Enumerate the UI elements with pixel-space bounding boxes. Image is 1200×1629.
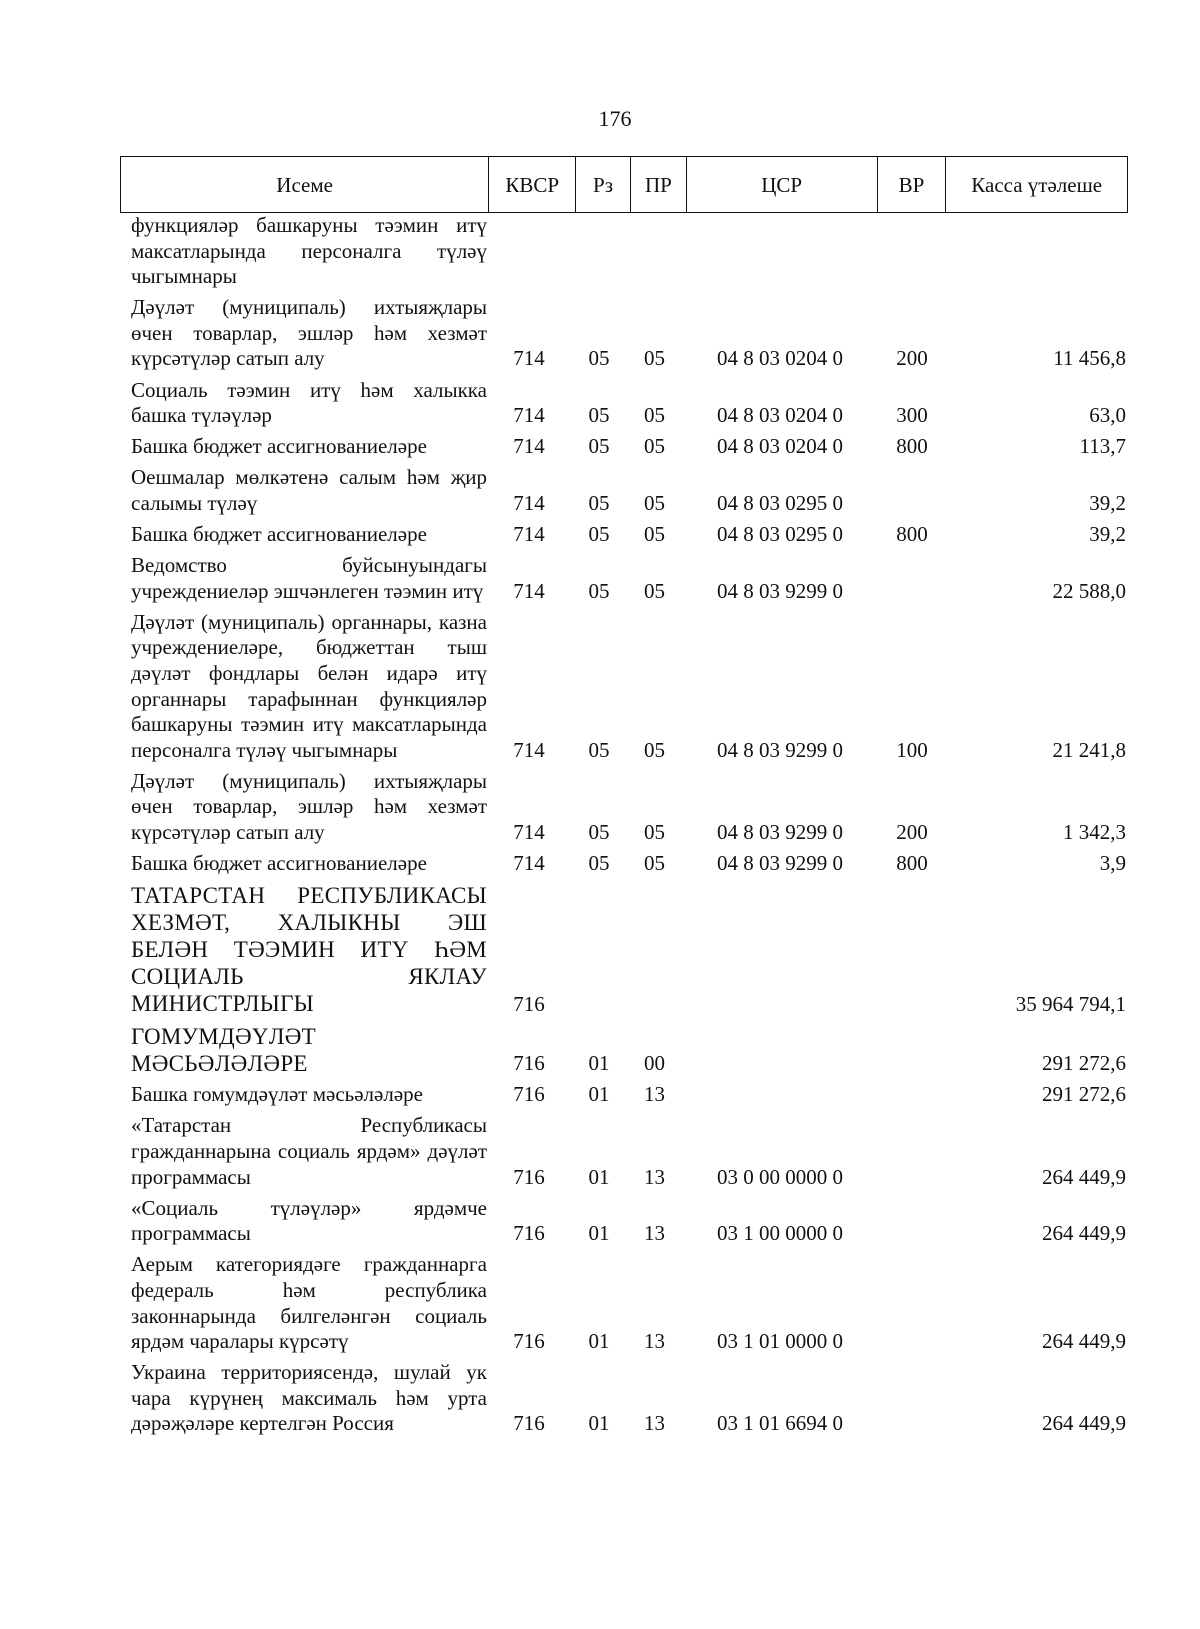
row-name: «Татарстан Республикасы гражданнарына социаль ярдәм» дәүләт программасы bbox=[131, 1113, 487, 1189]
table-row bbox=[131, 553, 1126, 604]
table-row bbox=[131, 295, 1126, 372]
row-kvsr: 714 bbox=[513, 522, 545, 547]
row-name: ГОМУМДӘҮЛӘТ МӘСЬӘЛӘЛӘРЕ bbox=[131, 1023, 316, 1076]
row-pr: 05 bbox=[644, 346, 665, 371]
row-pr: 13 bbox=[644, 1164, 665, 1189]
row-name: Башка гомумдәүләт мәсьәләләре bbox=[131, 1082, 423, 1107]
row-pr: 05 bbox=[644, 820, 665, 845]
row-kassa: 21 241,8 bbox=[1052, 737, 1126, 762]
row-kassa: 39,2 bbox=[1089, 490, 1126, 515]
row-pr: 05 bbox=[644, 851, 665, 876]
row-rz: 01 bbox=[588, 1051, 610, 1076]
column-header-pr: ПР bbox=[631, 157, 687, 212]
table-row bbox=[131, 610, 1126, 764]
row-kassa: 264 449,9 bbox=[1042, 1329, 1126, 1354]
row-kassa: 264 449,9 bbox=[1042, 1164, 1126, 1189]
row-pr: 05 bbox=[644, 490, 665, 515]
row-kvsr: 714 bbox=[513, 851, 545, 876]
row-kassa: 264 449,9 bbox=[1042, 1221, 1126, 1246]
row-rz: 05 bbox=[588, 578, 610, 603]
row-kassa: 63,0 bbox=[1089, 403, 1126, 428]
row-kvsr: 714 bbox=[513, 820, 545, 845]
row-pr: 13 bbox=[644, 1082, 665, 1107]
row-name: Ведомство буйсынуындагы учреждениеләр эшчәнлеген тәэмин итү bbox=[131, 553, 487, 603]
table-row bbox=[131, 1113, 1126, 1190]
row-name: Социаль тәэмин итү һәм халыкка башка түләүләр bbox=[131, 377, 487, 428]
row-kvsr: 716 bbox=[513, 1082, 545, 1107]
table-row bbox=[131, 213, 1126, 290]
row-kvsr: 714 bbox=[513, 403, 545, 428]
row-pr: 05 bbox=[644, 737, 665, 762]
row-kassa: 11 456,8 bbox=[1053, 346, 1126, 371]
row-name: ТАТАРСТАН РЕСПУБЛИКАСЫ ХЕЗМӘТ, ХАЛЫКНЫ ЭШ БЕЛӘН ТӘЭМИН ИТҮ ҺӘМ СОЦИАЛЬ ЯКЛАУ МИНИСТРЛЫГЫ bbox=[131, 883, 487, 1017]
row-kassa: 291 272,6 bbox=[1042, 1051, 1126, 1076]
row-rz: 05 bbox=[588, 434, 610, 459]
row-rz: 05 bbox=[588, 403, 610, 428]
row-csr: 04 8 03 9299 0 bbox=[717, 820, 843, 845]
row-name: Оешмалар мөлкәтенә салым һәм җир салымы түләү bbox=[131, 465, 487, 515]
row-pr: 13 bbox=[644, 1329, 665, 1354]
row-kvsr: 716 bbox=[513, 1411, 545, 1436]
row-pr: 05 bbox=[644, 434, 665, 459]
row-name: Дәүләт (муниципаль) органнары, казна учреждениеләре, бюджеттан тыш дәүләт фондлары белән идарә итү органнары тарафыннан функцияләр башкаруны тәэмин итү максатларында персоналга түләү чыгымнары bbox=[131, 609, 487, 762]
row-vr: 200 bbox=[896, 346, 928, 371]
row-vr: 800 bbox=[896, 434, 928, 459]
row-pr: 05 bbox=[644, 403, 665, 428]
table-row bbox=[131, 1252, 1126, 1354]
row-name: Башка бюджет ассигнованиеләре bbox=[131, 851, 427, 876]
row-kvsr: 716 bbox=[513, 991, 545, 1016]
row-vr: 800 bbox=[896, 851, 928, 876]
row-name: Дәүләт (муниципаль) ихтыяҗлары өчен товарлар, эшләр һәм хезмәт күрсәтүләр сатып алу bbox=[131, 295, 487, 371]
row-rz: 01 bbox=[588, 1221, 610, 1246]
row-csr: 04 8 03 0295 0 bbox=[717, 490, 843, 515]
row-csr: 04 8 03 0295 0 bbox=[717, 522, 843, 547]
table-row bbox=[131, 378, 1126, 429]
row-pr: 05 bbox=[644, 522, 665, 547]
row-kassa: 39,2 bbox=[1089, 522, 1126, 547]
row-csr: 03 1 01 6694 0 bbox=[717, 1411, 843, 1436]
row-csr: 03 0 00 0000 0 bbox=[717, 1164, 843, 1189]
page-number: 176 bbox=[598, 106, 632, 131]
row-name: Башка бюджет ассигнованиеләре bbox=[131, 522, 427, 547]
row-rz: 01 bbox=[588, 1411, 610, 1436]
row-csr: 04 8 03 9299 0 bbox=[717, 737, 843, 762]
row-kvsr: 716 bbox=[513, 1329, 545, 1354]
row-name: Украина территориясендә, шулай ук чара күрүнең максималь һәм урта дәрәҗәләре кертелгән Россия bbox=[131, 1360, 487, 1436]
column-header-kvsr: КВСР bbox=[489, 157, 576, 212]
row-rz: 05 bbox=[588, 522, 610, 547]
row-kvsr: 716 bbox=[513, 1164, 545, 1189]
table-body bbox=[131, 213, 1126, 1437]
row-kvsr: 714 bbox=[513, 346, 545, 371]
table-row bbox=[131, 434, 1126, 460]
row-kvsr: 716 bbox=[513, 1051, 545, 1076]
row-kvsr: 714 bbox=[513, 737, 545, 762]
row-csr: 03 1 01 0000 0 bbox=[717, 1329, 843, 1354]
row-name: функцияләр башкаруны тәэмин итү максатларында персоналга түләү чыгымнары bbox=[131, 213, 487, 289]
row-rz: 05 bbox=[588, 820, 610, 845]
row-csr: 04 8 03 0204 0 bbox=[717, 434, 843, 459]
row-name: Башка бюджет ассигнованиеләре bbox=[131, 434, 427, 459]
row-rz: 01 bbox=[588, 1329, 610, 1354]
row-csr: 04 8 03 0204 0 bbox=[717, 346, 843, 371]
row-kassa: 3,9 bbox=[1099, 851, 1126, 876]
row-pr: 00 bbox=[644, 1051, 665, 1076]
row-name: Аерым категориядәге гражданнарга федераль һәм республика законнарында билгеләнгән социаль ярдәм чаралары күрсәтү bbox=[131, 1252, 487, 1354]
row-csr: 03 1 00 0000 0 bbox=[717, 1221, 843, 1246]
row-name: «Социаль түләүләр» ярдәмче программасы bbox=[131, 1195, 487, 1246]
table-row bbox=[131, 1023, 1126, 1077]
row-rz: 01 bbox=[588, 1082, 610, 1107]
row-rz: 05 bbox=[588, 490, 610, 515]
row-kassa: 1 342,3 bbox=[1063, 820, 1126, 845]
row-vr: 100 bbox=[896, 737, 928, 762]
column-header-csr: ЦСР bbox=[687, 157, 878, 212]
table-row bbox=[131, 1196, 1126, 1247]
column-header-vr: ВР bbox=[878, 157, 947, 212]
table-row bbox=[131, 769, 1126, 846]
table-row bbox=[131, 882, 1126, 1017]
row-vr: 800 bbox=[896, 522, 928, 547]
row-kassa: 113,7 bbox=[1079, 434, 1126, 459]
row-vr: 200 bbox=[896, 820, 928, 845]
column-header-rz: Рз bbox=[576, 157, 631, 212]
row-rz: 01 bbox=[588, 1164, 610, 1189]
row-kvsr: 714 bbox=[513, 490, 545, 515]
row-kassa: 35 964 794,1 bbox=[1015, 991, 1126, 1016]
row-vr: 300 bbox=[896, 403, 928, 428]
row-name: Дәүләт (муниципаль) ихтыяҗлары өчен товарлар, эшләр һәм хезмәт күрсәтүләр сатып алу bbox=[131, 768, 487, 845]
row-csr: 04 8 03 9299 0 bbox=[717, 851, 843, 876]
table-row bbox=[131, 465, 1126, 516]
column-header-kassa: Касса үтәлеше bbox=[971, 172, 1103, 197]
row-csr: 04 8 03 0204 0 bbox=[717, 403, 843, 428]
row-kassa: 22 588,0 bbox=[1052, 578, 1126, 603]
column-header-name: Исеме bbox=[121, 157, 489, 212]
table-row bbox=[131, 522, 1126, 548]
row-rz: 05 bbox=[588, 737, 610, 762]
row-pr: 13 bbox=[644, 1411, 665, 1436]
row-pr: 05 bbox=[644, 578, 665, 603]
table-header bbox=[120, 156, 1128, 213]
table-row bbox=[131, 1082, 1126, 1108]
table-row bbox=[131, 851, 1126, 877]
row-kvsr: 714 bbox=[513, 434, 545, 459]
row-kvsr: 714 bbox=[513, 578, 545, 603]
row-kassa: 264 449,9 bbox=[1042, 1411, 1126, 1436]
table-row bbox=[131, 1360, 1126, 1437]
row-pr: 13 bbox=[644, 1221, 665, 1246]
row-csr: 04 8 03 9299 0 bbox=[717, 578, 843, 603]
row-rz: 05 bbox=[588, 346, 610, 371]
row-kassa: 291 272,6 bbox=[1042, 1082, 1126, 1107]
row-rz: 05 bbox=[588, 851, 610, 876]
row-kvsr: 716 bbox=[513, 1221, 545, 1246]
